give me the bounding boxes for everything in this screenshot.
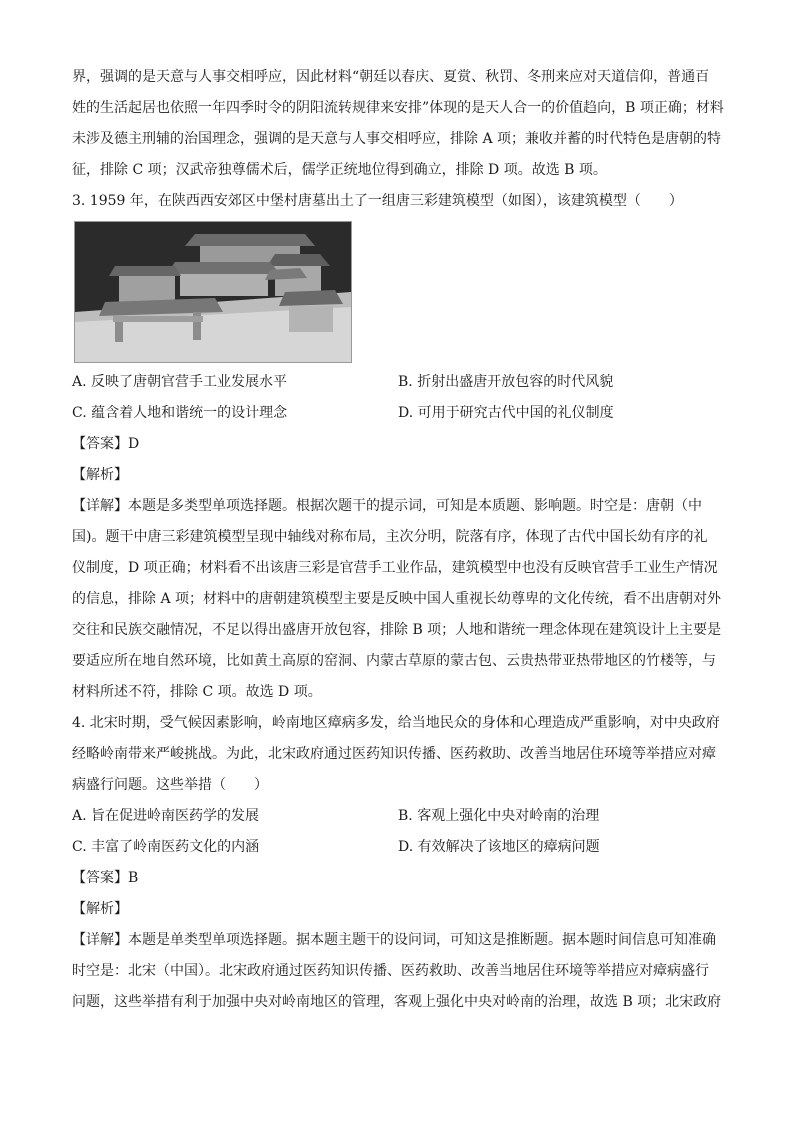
question-4-stem [72, 708, 724, 801]
option-a: A. 旨在促进岭南医药学的发展 [72, 808, 260, 824]
text-line: 4. 北宋时期，受气候因素影响，岭南地区瘴病多发，给当地民众的身体和心理造成严重影响，对中央政府 [72, 715, 720, 731]
text-line: 仪制度，D 项正确；材料看不出该唐三彩是官营手工业作品，建筑模型中也没有反映官营手工业生产情况 [72, 560, 718, 576]
text-line: 界，强调的是天意与人事交相呼应，因此材料“朝廷以春庆、夏赏、秋罚、冬刑来应对天道信仰，普通百 [72, 69, 710, 85]
text-line: 材料所述不符，排除 C 项。故选 D 项。 [72, 684, 322, 700]
answer-tag: 【答案】 [72, 436, 128, 452]
intro-paragraph [72, 62, 724, 186]
question-3-answer [72, 429, 724, 460]
tang-sancai-model-photo [74, 221, 352, 363]
text-line: 姓的生活起居也依照一年四季时令的阴阳流转规律来安排”体现的是天人合一的价值趋向，B 项正确；材料 [72, 100, 724, 116]
question-3-analysis-tag [72, 460, 724, 491]
text-line: 病盛行问题。这些举措（ ） [72, 777, 268, 793]
text-line: 经略岭南带来严峻挑战。为此，北宋政府通过医药知识传播、医药救助、改善当地居住环境等举措应对瘴 [72, 746, 716, 762]
question-3-stem: 3. 1959 年，在陕西西安郊区中堡村唐墓出土了一组唐三彩建筑模型（如图），该建筑模型（ ） [72, 193, 683, 209]
document-page [72, 62, 724, 1018]
text-line: 征，排除 C 项；汉武帝独尊儒术后，儒学正统地位得到确立，排除 D 项。故选 B 项。 [72, 162, 607, 178]
answer-tag: 【答案】 [72, 870, 128, 886]
building-model-illustration [75, 222, 351, 362]
text-line [72, 491, 724, 522]
answer-value: B [128, 870, 139, 886]
text-line: 时空是：北宋（中国）。北宋政府通过医药知识传播、医药救助、改善当地居住环境等举措应对瘴病盛行 [72, 963, 709, 979]
text-line: 交往和民族交融情况，不足以得出盛唐开放包容，排除 B 项；人地和谐统一理念体现在建筑设计上主要是 [72, 622, 722, 638]
question-3-detail [72, 491, 724, 708]
question-4-options-row-2 [72, 832, 724, 863]
detail-tag: 【详解】 [72, 498, 128, 514]
text-line: 要适应所在地自然环境，比如黄土高原的窑洞、内蒙古草原的蒙古包、云贵热带亚热带地区的竹楼等，与 [72, 653, 716, 669]
option-b: B. 折射出盛唐开放包容的时代风貌 [398, 374, 614, 390]
question-4-answer [72, 863, 724, 894]
question-4-options-row-1 [72, 801, 724, 832]
option-a: A. 反映了唐朝官营手工业发展水平 [72, 374, 288, 390]
option-c: C. 蕴含着人地和谐统一的设计理念 [72, 405, 288, 421]
option-c: C. 丰富了岭南医药文化的内涵 [72, 839, 260, 855]
option-b: B. 客观上强化中央对岭南的治理 [398, 808, 600, 824]
detail-text: 本题是多类型单项选择题。根据次题干的提示词，可知是本质题、影响题。时空是：唐朝（中 [128, 498, 702, 514]
answer-value: D [128, 436, 140, 452]
detail-text: 本题是单类型单项选择题。据本题主题干的设问词，可知这是推断题。据本题时间信息可知准确 [128, 932, 716, 948]
analysis-tag: 【解析】 [72, 467, 128, 483]
text-line: 问题，这些举措有利于加强中央对岭南地区的管理，客观上强化中央对岭南的治理，故选 B 项；北宋政府 [72, 994, 722, 1010]
text-line: 国)。题干中唐三彩建筑模型呈现中轴线对称布局，主次分明，院落有序，体现了古代中国长幼有序的礼 [72, 529, 708, 545]
question-3-options-row-2 [72, 398, 724, 429]
question-3-options-row-1 [72, 367, 724, 398]
text-line: 未涉及德主刑辅的治国理念，强调的是天意与人事交相呼应，排除 A 项；兼收并蓄的时代特色是唐朝的特 [72, 131, 722, 147]
text-line: 的信息，排除 A 项；材料中的唐朝建筑模型主要是反映中国人重视长幼尊卑的文化传统，看不出唐朝对外 [72, 591, 722, 607]
question-4-analysis-tag [72, 894, 724, 925]
question-4-detail [72, 925, 724, 1018]
text-line [72, 925, 724, 956]
analysis-tag: 【解析】 [72, 901, 128, 917]
option-d: D. 有效解决了该地区的瘴病问题 [398, 839, 600, 855]
option-d: D. 可用于研究古代中国的礼仪制度 [398, 405, 614, 421]
detail-tag: 【详解】 [72, 932, 128, 948]
